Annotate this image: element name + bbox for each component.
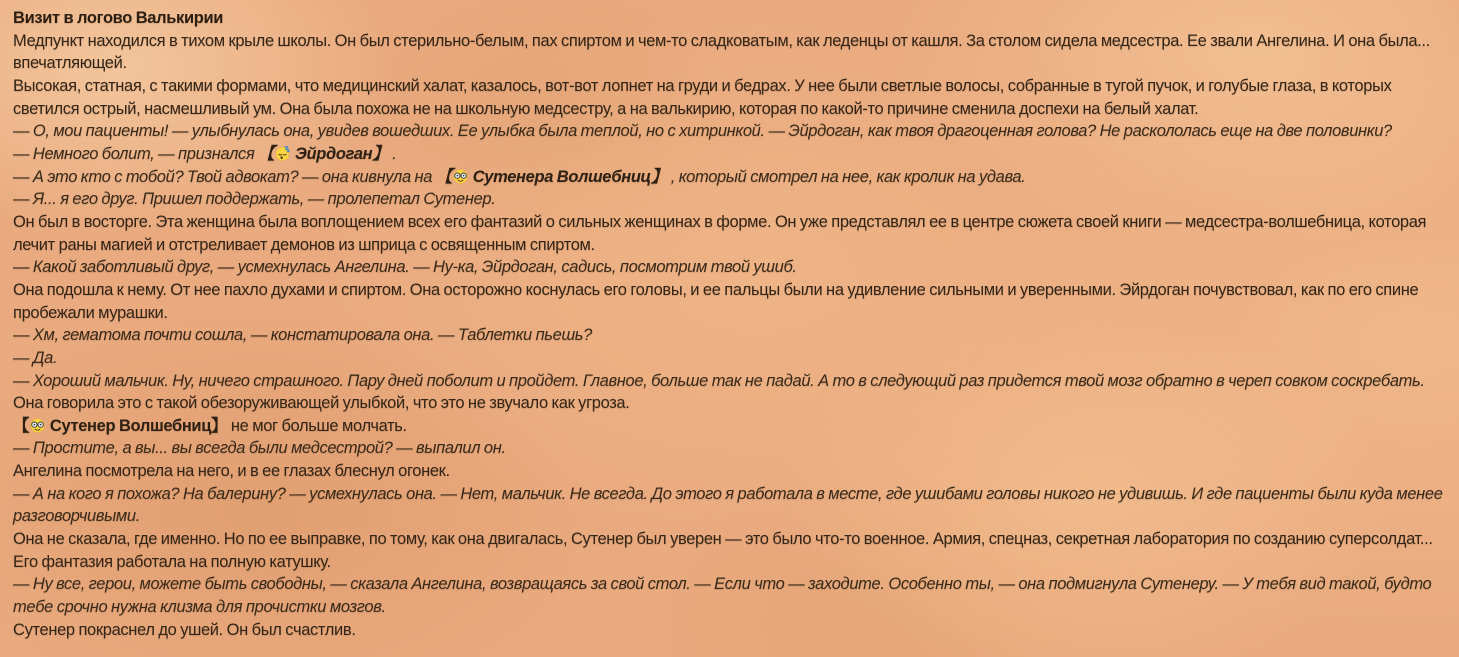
character-tag: 【 Сутенер Волшебниц】: [13, 416, 228, 435]
text-run: — Какой заботливый друг, — усмехнулась Ангелина. — Ну-ка, Эйрдоган, садись, посмотрим твой ушиб.: [13, 258, 797, 277]
text-run: — Ну все, герои, можете быть свободны, — сказала Ангелина, возвращаясь за свой стол. — Если что — заходите. Особенно ты, — она подмигнула Сутенеру. — У тебя вид такой, будто тебе срочно нужна клизма для прочистки мозгов.: [13, 575, 1432, 617]
text-run: Он был в восторге. Эта женщина была воплощением всех его фантазий о сильных женщинах в форме. Он уже представлял ее в центре сюжета своей книги — медсестра-волшебница, которая лечит раны магией и отстреливает демонов из шприца с освященным спиртом.: [13, 212, 1427, 254]
paragraph: [13, 460, 1446, 483]
text-run: Медпункт находился в тихом крыле школы. Он был стерильно-белым, пах спиртом и чем-то сладковатым, как леденцы от кашля. За столом сидела медсестра. Ее звали Ангелина. И она была... впечатляющей.: [13, 31, 1430, 73]
text-run: .: [388, 144, 397, 163]
text-run: Сутенер покраснел до ушей. Он был счастлив.: [13, 620, 356, 639]
paragraph: [13, 573, 1446, 618]
paragraph: [13, 437, 1446, 460]
page-title: [13, 7, 1446, 30]
text-run: — Да.: [13, 348, 58, 367]
paragraph: [13, 30, 1446, 75]
story-text: [13, 7, 1446, 641]
nerd-face-icon: [453, 169, 468, 184]
nerd-face-icon: [30, 418, 45, 433]
text-run: Ангелина посмотрела на него, и в ее глазах блеснул огонек.: [13, 462, 450, 481]
paragraph: [13, 483, 1446, 528]
text-run: Высокая, статная, с такими формами, что медицинский халат, казалось, вот-вот лопнет на груди и бедрах. У нее были светлые волосы, собранные в тугой пучок, и голубые глаза, в которых светился острый, насмешливый ум. Она была похожа не на школьную медсестру, а на валькирию, которая по какой-то причине сменила доспехи на белый халат.: [13, 76, 1392, 118]
text-run: — Хм, гематома почти сошла, — констатировала она. — Таблетки пьешь?: [13, 326, 592, 345]
text-run: Визит в логово Валькирии: [13, 9, 224, 27]
text-run: — Я... я его друг. Пришел поддержать, — пролепетал Сутенер.: [13, 190, 496, 209]
paragraph: [13, 347, 1446, 370]
paragraph: [13, 188, 1446, 211]
text-run: Она говорила это с такой обезоруживающей улыбкой, что это не звучало как угроза.: [13, 394, 630, 413]
text-run: Она подошла к нему. От нее пахло духами и спиртом. Она осторожно коснулась его головы, и ее пальцы были на удивление сильными и уверенными. Эйрдоган почувствовал, как по его спине пробежали мурашки.: [13, 280, 1419, 322]
character-tag: 【 Сутенера Волшебниц】: [435, 167, 668, 186]
text-run: Она не сказала, где именно. Но по ее выправке, по тому, как она двигалась, Сутенер был уверен — это было что-то военное. Армия, спецназ, секретная лаборатория по созданию суперсолдат... Его фантазия работала на полную катушку.: [13, 530, 1433, 571]
paragraph: [13, 392, 1446, 415]
text-run: — А на кого я похожа? На балерину? — усмехнулась она. — Нет, мальчик. Не всегда. До этого я работала в месте, где ушибами головы никого не удивишь. И где пациенты были куда менее разговорчивыми.: [13, 484, 1443, 526]
paragraph: [13, 279, 1446, 324]
paragraph: [13, 256, 1446, 279]
paragraph: [13, 166, 1446, 189]
paragraph: [13, 324, 1446, 347]
sleeping-face-icon: [275, 146, 290, 161]
text-run: — Хороший мальчик. Ну, ничего страшного. Пару дней поболит и пройдет. Главное, больше так не падай. А то в следующий раз придется твой мозг обратно в череп совком соскребать.: [13, 371, 1425, 390]
paragraph: [13, 211, 1446, 256]
paragraph: [13, 415, 1446, 438]
text-run: не мог больше молчать.: [227, 416, 407, 435]
paragraph: [13, 75, 1446, 120]
text-run: — А это кто с тобой? Твой адвокат? — она кивнула на: [13, 167, 436, 186]
text-run: — Простите, а вы... вы всегда были медсестрой? — выпалил он.: [13, 439, 506, 458]
text-run: — О, мои пациенты! — улыбнулась она, увидев вошедших. Ее улыбка была теплой, но с хитринкой. — Эйрдоган, как твоя драгоценная голова? Не раскололась еще на две половинки?: [13, 122, 1392, 141]
text-run: , который смотрел на нее, как кролик на удава.: [667, 167, 1026, 186]
text-run: — Немного болит, — признался: [13, 144, 259, 163]
paragraph: [13, 143, 1446, 166]
character-tag: 【 Эйрдоган】: [258, 144, 389, 163]
paragraph: [13, 120, 1446, 143]
paragraph: [13, 619, 1446, 642]
paragraph: [13, 528, 1446, 573]
paragraph: [13, 370, 1446, 393]
